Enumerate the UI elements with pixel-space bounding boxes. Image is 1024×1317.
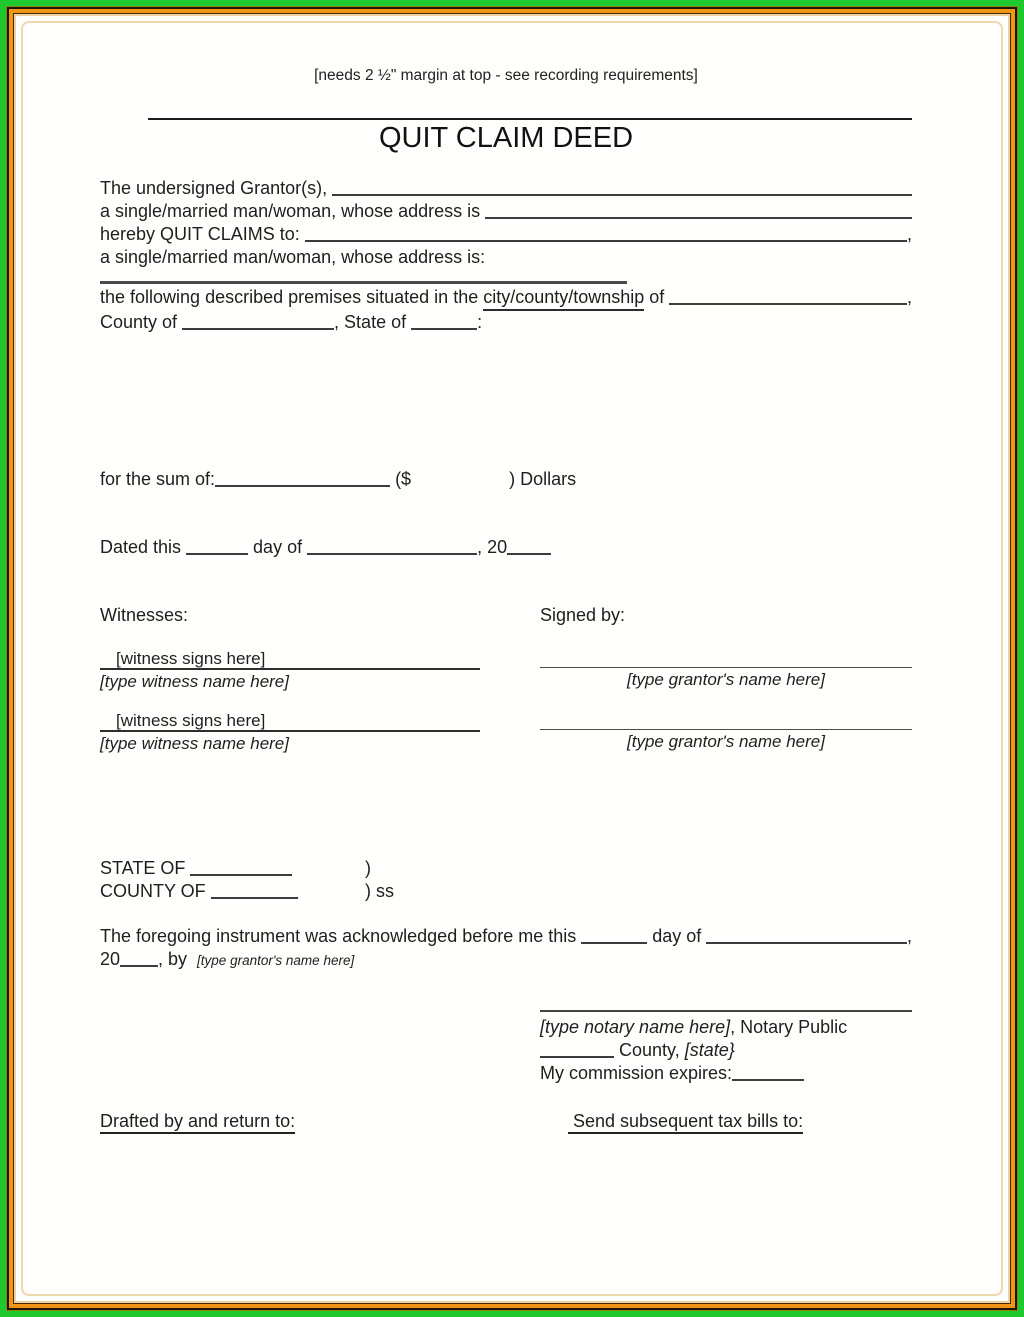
city-county-township-underlined: city/county/township bbox=[483, 286, 644, 311]
grantee-address-label: a single/married man/woman, whose address is: bbox=[100, 247, 486, 267]
commission-date-blank bbox=[732, 1077, 804, 1081]
ack-by-label: , by bbox=[158, 949, 198, 969]
grantee-address-blank bbox=[100, 269, 627, 284]
ack-grantor-name-hint: [type grantor's name here] bbox=[197, 953, 355, 968]
title-rule bbox=[148, 118, 912, 120]
signature-row-1 bbox=[100, 649, 912, 693]
grantor-1-name-hint: [type grantor's name here] bbox=[627, 670, 825, 689]
drafted-by-cell bbox=[100, 1110, 568, 1133]
ack-dayof: day of bbox=[647, 926, 707, 946]
state-paren: ) bbox=[365, 858, 371, 878]
tax-bills-label: Send subsequent tax bills to: bbox=[568, 1111, 803, 1134]
notary-block bbox=[540, 1000, 912, 1085]
notary-name-line bbox=[540, 1016, 912, 1039]
decorative-border-black bbox=[7, 7, 1017, 1310]
decorative-border-tan bbox=[14, 14, 1010, 1303]
notary-title: , Notary Public bbox=[730, 1017, 848, 1037]
decorative-border-orange bbox=[9, 9, 1015, 1308]
sum-close-paren: ) Dollars bbox=[509, 469, 577, 489]
county-state-line bbox=[100, 311, 912, 334]
witnesses-label: Witnesses: bbox=[100, 605, 189, 625]
state-label: , State of bbox=[334, 312, 412, 332]
venue-county-blank bbox=[211, 895, 298, 899]
grantor-1-cell bbox=[540, 649, 912, 693]
quitclaim-comma: , bbox=[906, 224, 912, 244]
state-of-cell bbox=[100, 857, 365, 880]
intro-paragraph bbox=[100, 177, 912, 334]
ack-line-1 bbox=[100, 925, 912, 948]
witness-1-sign-hint: [witness signs here] bbox=[116, 649, 266, 668]
sum-words-blank bbox=[215, 483, 390, 487]
county-of-cell bbox=[100, 880, 365, 903]
ack-text: The foregoing instrument was acknowledged before me this bbox=[100, 926, 582, 946]
grantee-name-blank bbox=[305, 240, 907, 242]
ack-comma: , bbox=[906, 926, 912, 946]
grantee-address-line bbox=[100, 246, 912, 269]
grantor-name-blank bbox=[332, 194, 912, 196]
grantor-address-label: a single/married man/woman, whose address is bbox=[100, 201, 486, 221]
recording-requirements-note: [needs 2 ½" margin at top - see recording requirements] bbox=[314, 67, 698, 84]
county-label: County of bbox=[100, 312, 183, 332]
dated-line bbox=[100, 536, 912, 559]
county-of-row bbox=[100, 880, 912, 903]
dated-year-label: , 20 bbox=[477, 537, 508, 557]
notary-signature-line bbox=[540, 1000, 912, 1012]
county-blank bbox=[182, 326, 334, 330]
notary-county-line bbox=[540, 1039, 912, 1062]
ack-month-blank bbox=[706, 942, 907, 944]
tax-bills-cell bbox=[568, 1110, 803, 1133]
grantor-address-blank bbox=[485, 217, 912, 219]
premises-label: the following described premises situated in the bbox=[100, 287, 484, 307]
notary-county-blank bbox=[540, 1054, 614, 1058]
acknowledgment-paragraph bbox=[100, 925, 912, 972]
footer-labels bbox=[100, 1110, 912, 1133]
acknowledgment-venue bbox=[100, 857, 912, 903]
dated-label: Dated this bbox=[100, 537, 187, 557]
premises-comma: , bbox=[906, 287, 912, 307]
grantor-2-signature-line bbox=[540, 711, 912, 730]
state-of-row bbox=[100, 857, 912, 880]
month-blank bbox=[307, 551, 477, 555]
county-of-label: COUNTY OF bbox=[100, 881, 211, 901]
witness-2-sign-hint: [witness signs here] bbox=[116, 711, 266, 730]
commission-label: My commission expires: bbox=[540, 1063, 733, 1083]
witness-1-cell bbox=[100, 649, 540, 693]
quitclaim-label: hereby QUIT CLAIMS to: bbox=[100, 224, 305, 244]
premises-line bbox=[100, 286, 912, 311]
legal-description-space bbox=[100, 334, 912, 468]
witness-2-name-hint: [type witness name here] bbox=[100, 734, 289, 753]
signature-row-2 bbox=[100, 711, 912, 755]
decorative-border-olive bbox=[6, 6, 1018, 1311]
notary-name-hint: [type notary name here] bbox=[540, 1017, 731, 1037]
premises-of: of bbox=[644, 287, 670, 307]
venue-state-blank bbox=[190, 872, 292, 876]
decorative-border-brown bbox=[13, 13, 1011, 1304]
witness-2-signature-line bbox=[100, 711, 480, 732]
notary-county-label: County, bbox=[614, 1040, 685, 1060]
quitclaim-line bbox=[100, 223, 912, 246]
witness-2-cell bbox=[100, 711, 540, 755]
witness-1-signature-line bbox=[100, 649, 480, 670]
year-blank bbox=[507, 551, 551, 555]
dated-dayof: day of bbox=[248, 537, 308, 557]
ack-line-2 bbox=[100, 948, 912, 972]
ack-year-blank bbox=[120, 963, 158, 967]
grantor-2-name-hint: [type grantor's name here] bbox=[627, 732, 825, 751]
sum-open-paren: ($ bbox=[390, 469, 412, 489]
notary-commission-line bbox=[540, 1062, 912, 1085]
deed-content bbox=[16, 16, 1008, 1133]
signed-by-label: Signed by: bbox=[540, 605, 626, 625]
page-title: QUIT CLAIM DEED bbox=[378, 122, 634, 154]
state-blank bbox=[411, 326, 477, 330]
state-of-label: STATE OF bbox=[100, 858, 191, 878]
grantor-line bbox=[100, 177, 912, 200]
ack-year-label: 20 bbox=[100, 949, 121, 969]
drafted-by-label: Drafted by and return to: bbox=[100, 1111, 295, 1134]
signature-headers bbox=[100, 604, 912, 627]
witness-1-name-hint: [type witness name here] bbox=[100, 672, 289, 691]
municipality-blank bbox=[669, 303, 907, 305]
grantor-address-line bbox=[100, 200, 912, 223]
grantor-1-signature-line bbox=[540, 649, 912, 668]
sum-line bbox=[100, 468, 912, 491]
ack-day-blank bbox=[581, 942, 647, 944]
signed-by-header-cell bbox=[540, 604, 912, 627]
day-blank bbox=[186, 551, 248, 555]
deed-form-page bbox=[16, 16, 1008, 1301]
county-paren-ss: ) ss bbox=[365, 881, 394, 901]
county-colon: : bbox=[477, 312, 483, 332]
sum-label: for the sum of: bbox=[100, 469, 216, 489]
grantor-2-cell bbox=[540, 711, 912, 755]
notary-state-hint: [state} bbox=[684, 1040, 735, 1060]
grantor-label: The undersigned Grantor(s), bbox=[100, 178, 333, 198]
witnesses-header-cell bbox=[100, 604, 540, 627]
